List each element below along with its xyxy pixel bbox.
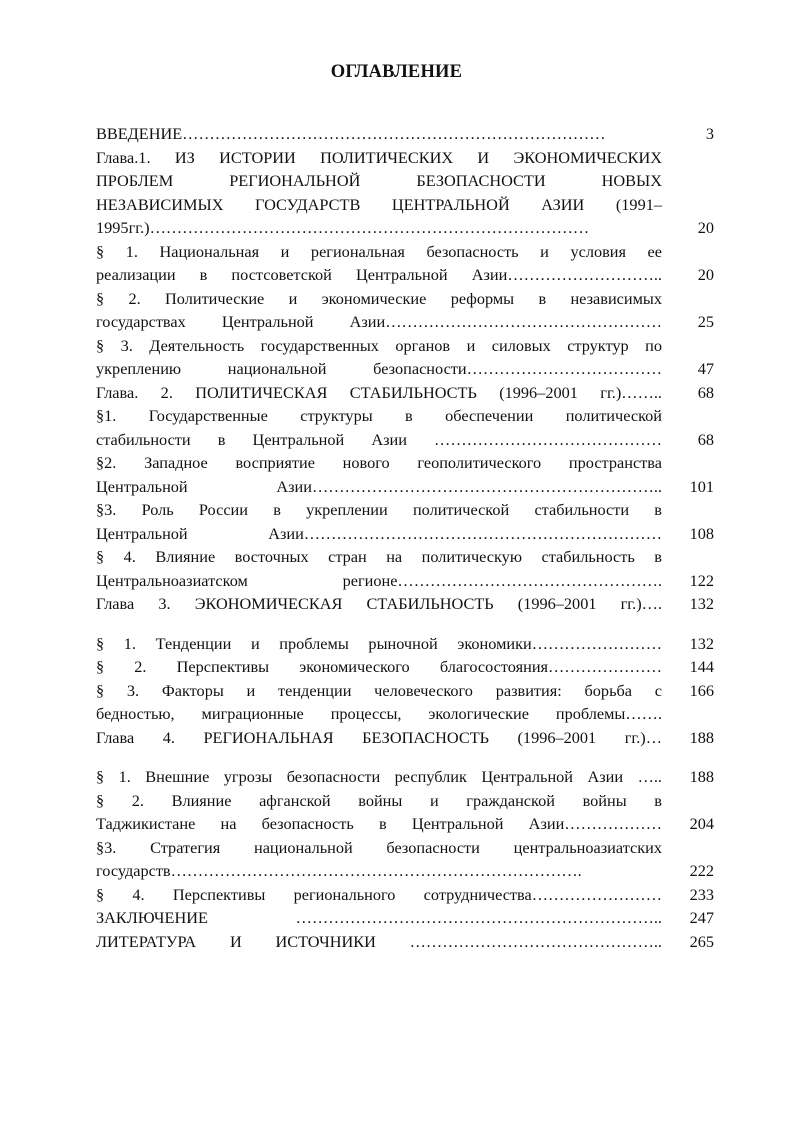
toc-entry-text: § 2. Политические и экономические реформы в независимых (96, 288, 662, 308)
toc-entry-text: Центральноазиатском регионе…………………………………………. (96, 570, 662, 590)
toc-entry-text: § 4. Влияние восточных стран на политическую стабильность в (96, 547, 662, 566)
toc-page-number: 25 (697, 312, 714, 331)
toc-entry-text: Глава.1. ИЗ ИСТОРИИ ПОЛИТИЧЕСКИХ И ЭКОНОМИЧЕСКИХ (96, 147, 662, 167)
toc-entry-text: государствах Центральной Азии…………………………………………… (96, 312, 662, 331)
toc-entry-text: Центральной Азии……………………………………………………….. (96, 476, 662, 496)
toc-entry (96, 169, 718, 193)
toc-entry-text: §1. Государственные структуры в обеспечении политической (96, 406, 662, 425)
toc-entry-text: государств…………………………………………………………………. (96, 861, 582, 880)
toc-page-number (662, 240, 718, 264)
toc-entry (96, 655, 718, 679)
toc-entry (96, 216, 718, 240)
toc-page-number (662, 836, 718, 860)
toc-page-number: 20 (697, 265, 714, 284)
toc-page-number: 222 (689, 861, 714, 880)
toc-page-number (662, 334, 718, 358)
toc-entry-text: § 1. Национальная и региональная безопасность и условия ее (96, 241, 662, 261)
toc-entry (96, 404, 718, 428)
toc-entry (96, 702, 718, 726)
toc-entry-text: § 1. Внешние угрозы безопасности республик Центральной Азии ….. (96, 767, 662, 786)
toc-spacer (96, 749, 718, 765)
toc-page-number: 132 (689, 633, 714, 653)
toc-entry (96, 883, 718, 907)
toc-entry-text: Таджикистане на безопасность в Центральной Азии……………… (96, 814, 662, 833)
toc-entry (96, 334, 718, 358)
toc-entry (96, 310, 718, 334)
toc-page-number: 188 (689, 727, 714, 747)
toc-page-number: 188 (689, 767, 714, 786)
toc-entry (96, 357, 718, 381)
toc-entry-text: 1995гг.)……………………………………………………………………… (96, 218, 590, 237)
toc-entry (96, 522, 718, 546)
toc-entry-text: Глава. 2. ПОЛИТИЧЕСКАЯ СТАБИЛЬНОСТЬ (1996–2001 гг.)…….. (96, 382, 662, 402)
toc-entry-text: ВВЕДЕНИЕ…………………………………………………………………… (96, 124, 606, 143)
toc-page-number: 47 (697, 359, 714, 378)
toc-entry (96, 789, 718, 813)
toc-entry (96, 122, 718, 146)
toc-entry-text: ПРОБЛЕМ РЕГИОНАЛЬНОЙ БЕЗОПАСНОСТИ НОВЫХ (96, 171, 662, 190)
toc-entry-text: Глава 4. РЕГИОНАЛЬНАЯ БЕЗОПАСНОСТЬ (1996–2001 гг.)… (96, 727, 662, 747)
toc-entry (96, 193, 718, 217)
toc-page-number (662, 498, 718, 522)
toc-entry-text: §3. Стратегия национальной безопасности центральноазиатских (96, 837, 662, 857)
toc-entry (96, 287, 718, 311)
toc-entry-text: стабильности в Центральной Азии …………………………………… (96, 429, 662, 449)
toc-entry (96, 592, 718, 616)
toc-entry (96, 569, 718, 593)
toc-page-number (662, 193, 718, 217)
toc-entry-text: ЛИТЕРАТУРА И ИСТОЧНИКИ ……………………………………….. (96, 931, 662, 951)
toc-entry-text: § 3. Факторы и тенденции человеческого развития: борьба с (96, 680, 662, 700)
toc-entry (96, 906, 718, 930)
toc-page-number: 101 (689, 476, 714, 496)
toc-entry (96, 263, 718, 287)
toc-entry (96, 765, 718, 789)
toc-entry-text: Центральной Азии………………………………………………………… (96, 523, 662, 543)
toc-entry (96, 498, 718, 522)
toc-entry (96, 812, 718, 836)
toc-entry (96, 930, 718, 954)
toc-page-number: 68 (697, 429, 714, 449)
toc-page-number: 20 (697, 218, 714, 237)
toc-entry-text: §2. Западное восприятие нового геополитического пространства (96, 453, 662, 472)
toc-page-number: 108 (689, 523, 714, 543)
toc-entry (96, 428, 718, 452)
toc-page-number: 122 (689, 570, 714, 590)
toc-spacer (96, 616, 718, 632)
toc-entry (96, 726, 718, 750)
toc-page-number (662, 404, 718, 428)
toc-page-number (662, 146, 718, 170)
toc-page-number: 132 (689, 594, 714, 613)
toc-entry-text: бедностью, миграционные процессы, экологические проблемы……. (96, 704, 662, 723)
toc-entry (96, 545, 718, 569)
toc-entry (96, 836, 718, 860)
toc-entry-text: § 3. Деятельность государственных органов и силовых структур по (96, 335, 662, 355)
toc-page-number (662, 789, 718, 813)
toc-entry (96, 381, 718, 405)
toc-entry (96, 632, 718, 656)
toc-page-number: 265 (689, 931, 714, 951)
toc-page-number: 247 (689, 908, 714, 927)
toc-page-number: 166 (689, 680, 714, 700)
toc-page-number: 144 (689, 657, 714, 676)
toc-page-number (662, 702, 718, 726)
toc-entry-text: реализации в постсоветской Центральной Азии……………………….. (96, 265, 662, 284)
toc-entry-text: §3. Роль России в укреплении политической стабильности в (96, 500, 662, 519)
toc-page-number: 68 (697, 382, 714, 402)
toc-entry (96, 859, 718, 883)
toc-entry (96, 146, 718, 170)
toc-page-number: 3 (705, 124, 714, 143)
toc-entry (96, 451, 718, 475)
toc-page-number: 233 (689, 884, 714, 904)
toc-page-number: 204 (689, 814, 714, 833)
page-title: ОГЛАВЛЕНИЕ (330, 62, 463, 82)
toc-entry-text: Глава 3. ЭКОНОМИЧЕСКАЯ СТАБИЛЬНОСТЬ (1996–2001 гг.)…. (96, 594, 662, 613)
toc-page-number (662, 169, 718, 193)
toc-entry (96, 240, 718, 264)
toc-entry (96, 475, 718, 499)
toc-entry-text: ЗАКЛЮЧЕНИЕ ………………………………………………………….. (96, 908, 662, 927)
toc-entry-text: § 4. Перспективы регионального сотрудничества…………………… (96, 884, 662, 904)
toc-entry-text: § 1. Тенденции и проблемы рыночной экономики…………………… (96, 633, 662, 653)
toc-entry-text: § 2. Перспективы экономического благосостояния………………… (96, 657, 662, 676)
table-of-contents (96, 122, 718, 953)
toc-entry (96, 679, 718, 703)
toc-page-number (662, 287, 718, 311)
toc-entry-text: § 2. Влияние афганской войны и гражданской войны в (96, 790, 662, 810)
toc-page-number (662, 545, 718, 569)
toc-entry-text: НЕЗАВИСИМЫХ ГОСУДАРСТВ ЦЕНТРАЛЬНОЙ АЗИИ (1991– (96, 194, 662, 214)
toc-page-number (662, 451, 718, 475)
toc-entry-text: укреплению национальной безопасности……………………………… (96, 359, 662, 378)
